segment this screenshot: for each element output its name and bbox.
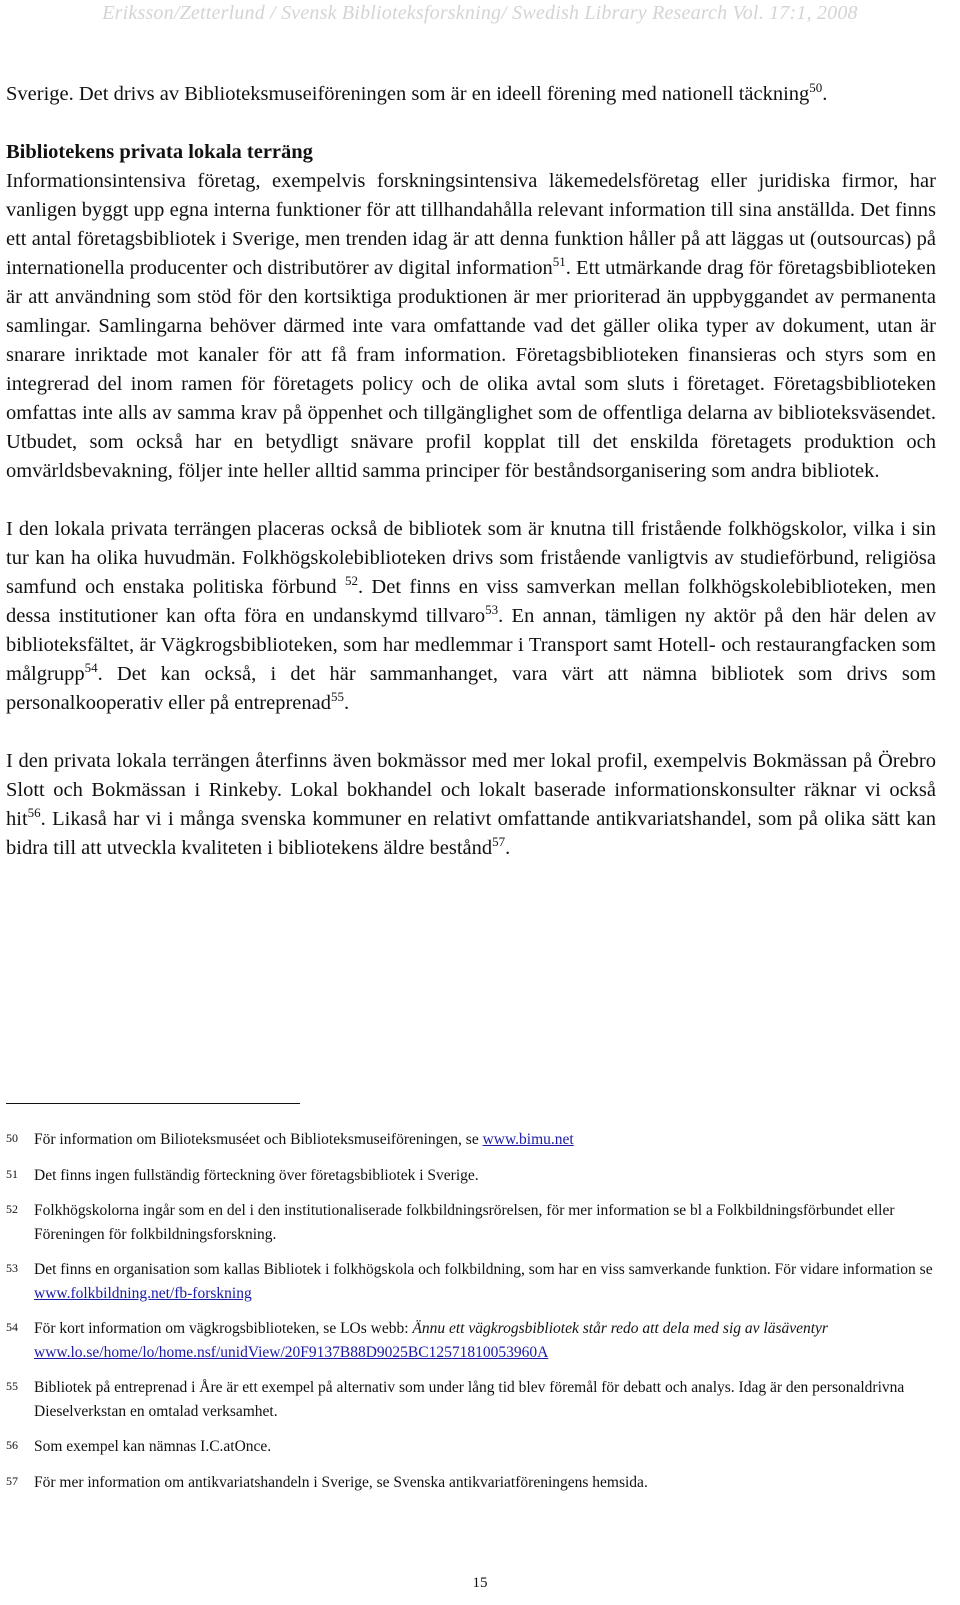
footnote-ref[interactable]: 55: [331, 689, 344, 705]
paragraph-text: .: [505, 837, 511, 859]
paragraph-continuation: [6, 80, 936, 109]
footnote-text: Som exempel kan nämnas I.C.atOnce.: [34, 1438, 272, 1455]
footnote-ref[interactable]: 52: [344, 573, 358, 589]
footnote-number: 55: [6, 1379, 18, 1393]
paragraph-text: . En annan, tämligen ny aktör på den här delen av biblioteksfältet, är Vägkrogsbiblioteken, som har medlemmar i Transport samt Hotell- och restaurangfacken som målgrupp: [6, 605, 937, 685]
footnote-51: [6, 1164, 936, 1188]
paragraph-text: Sverige. Det drivs av Biblioteksmuseiföreningen som är en ideell förening med nationell täckning: [6, 83, 810, 105]
footnote-number: 54: [6, 1320, 18, 1334]
footnote-54: [6, 1317, 936, 1364]
footnote-body: För kort information om vägkrogsbiblioteken, se LOs webb:: [34, 1320, 413, 1337]
footnote-ref[interactable]: 51: [552, 254, 566, 270]
footnote-separator: [6, 1103, 300, 1104]
footnote-number: 52: [6, 1202, 18, 1216]
running-header: Eriksson/Zetterlund / Svensk Biblioteksforskning/ Swedish Library Research Vol. 17:1, 2008: [102, 2, 858, 24]
paragraph-folk-high-school-libraries: [6, 515, 936, 718]
footnote-title: Ännu ett vägkrogsbibliotek står redo att dela med sig av läsäventyr: [412, 1320, 828, 1337]
footnote-number: 50: [6, 1131, 18, 1145]
footnote-56: [6, 1435, 936, 1459]
footnote-52: [6, 1199, 936, 1246]
footnote-body: Det finns en organisation som kallas Bibliotek i folkhögskola och folkbildning, som har en viss samverkande funktion. För vidare information se: [34, 1261, 933, 1278]
footnote-text: Det finns ingen fullständig förteckning över företagsbibliotek i Sverige.: [34, 1166, 479, 1184]
footnote-number: 51: [6, 1166, 18, 1181]
footnote-body: För information om Bilioteksmuséet och Biblioteksmuseiföreningen, se: [34, 1131, 483, 1148]
paragraph-corporate-libraries: [6, 167, 936, 486]
footnote-50: [6, 1128, 936, 1152]
footnote-link[interactable]: www.lo.se/home/lo/home.nsf/unidView/20F9137B88D9025BC12571810053960A: [34, 1343, 549, 1361]
page-number: 15: [472, 1575, 488, 1591]
paragraph-text: Informationsintensiva företag, exempelvis forskningsintensiva läkemedelsföretag eller juridiska firmor, har vanligen byggt upp egna interna funktioner för att tillhandahålla relevant information till sina anställda. Det finns ett antal företagsbibliotek i Sverige, men trenden idag är att denna funktion håller på att läggas ut (outsourcas) på internationella producenter och distributörer av digital information: [6, 170, 936, 279]
footnote-text: För mer information om antikvariatshandeln i Sverige, se Svenska antikvariatföreningens hemsida.: [34, 1473, 648, 1491]
footnote-number: 57: [6, 1473, 18, 1488]
section-heading: Bibliotekens privata lokala terräng: [6, 141, 313, 163]
footnote-ref[interactable]: 50: [809, 80, 823, 96]
footnote-ref[interactable]: 56: [27, 805, 41, 821]
footnote-55: [6, 1376, 936, 1423]
footnote-text: [34, 1317, 936, 1364]
footnote-text: Bibliotek på entreprenad i Åre är ett exempel på alternativ som under lång tid blev föremål för debatt och analys. Idag är den personaldrivna Dieselverkstan en omtalad verksamhet.: [34, 1379, 905, 1420]
footnote-53: [6, 1258, 936, 1305]
footnote-57: [6, 1471, 936, 1495]
footnotes: [6, 1128, 936, 1506]
paragraph-text: . Det finns en viss samverkan mellan folkhögskolebiblioteken, men dessa institutioner kan ofta föra en undanskymd tillvaro: [6, 576, 936, 627]
footnote-ref[interactable]: 53: [485, 602, 499, 618]
footnote-text: [34, 1128, 936, 1152]
footnote-link[interactable]: www.folkbildning.net/fb-forskning: [34, 1284, 252, 1302]
body-text: [6, 80, 936, 863]
paragraph-text: I den privata lokala terrängen återfinns även bokmässor med mer lokal profil, exempelvis Bokmässan på Örebro Slott och Bokmässan i Rinkeby. Lokal bokhandel och lokalt baserade informationskonsulter räknar vi också hit: [6, 750, 936, 830]
footnote-link[interactable]: www.bimu.net: [482, 1131, 574, 1148]
paragraph-text: .: [822, 83, 828, 105]
paragraph-book-fairs: [6, 747, 936, 863]
footnote-number: 56: [6, 1438, 18, 1452]
footnote-number: 53: [6, 1261, 18, 1275]
footnote-ref[interactable]: 57: [492, 834, 506, 850]
paragraph-text: . Det kan också, i det här sammanhanget, vara värt att nämna bibliotek som drivs som personalkooperativ eller på entreprenad: [6, 663, 936, 714]
paragraph-text: I den lokala privata terrängen placeras också de bibliotek som är knutna till fristående folkhögskolor, vilka i sin tur kan ha olika huvudmän. Folkhögskolebiblioteken drivs som fristående vanligtvis av studieförbund, religiösa samfund och enstaka politiska förbund: [6, 518, 936, 598]
footnote-text: Folkhögskolorna ingår som en del i den institutionaliserade folkbildningsrörelsen, för mer information se bl a Folkbildningsförbundet eller Föreningen för folkbildningsforskning.: [34, 1202, 895, 1243]
footnote-ref[interactable]: 54: [84, 660, 98, 676]
paragraph-text: . Ett utmärkande drag för företagsbiblioteken är att användning som stöd för den kortsiktiga produktionen är mer prioriterad än uppbyggandet av permanenta samlingar. Samlingarna behöver därmed inte vara omfattande vad det gäller olika typer av dokument, utan är snarare inriktade mot kanaler för att få fram information. Företagsbiblioteken finansieras och styrs som en integrerad del inom ramen för företagets policy och de olika avtal som sluts i företaget. Företagsbiblioteken omfattas inte alls av samma krav på öppenhet och tillgänglighet som de offentliga delarna av biblioteksväsendet. Utbudet, som också har en betydligt snävare profil kopplat till det enskilda företagets produktion och omvärldsbevakning, följer inte heller alltid samma principer för beståndsorganisering som andra bibliotek.: [6, 257, 936, 482]
paragraph-text: .: [344, 692, 350, 714]
footnote-text: [34, 1258, 936, 1305]
paragraph-text: . Likaså har vi i många svenska kommuner en relativt omfattande antikvariatshandel, som på olika sätt kan bidra till att utveckla kvaliteten i bibliotekens äldre bestånd: [6, 808, 936, 859]
